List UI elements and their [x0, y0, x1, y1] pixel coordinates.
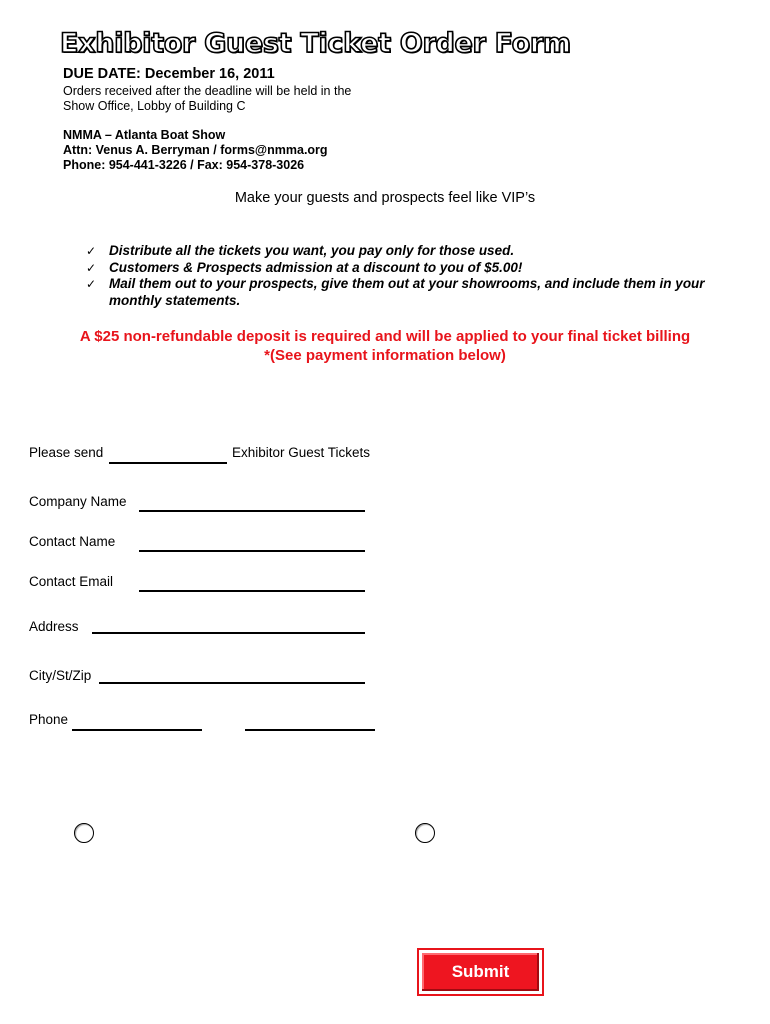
- check-icon: ✓: [86, 260, 97, 275]
- address-label: Address: [29, 619, 79, 634]
- deadline-note: [63, 84, 351, 114]
- city-st-zip-field[interactable]: [99, 682, 365, 684]
- benefit-item: [86, 260, 706, 277]
- contact-name-field[interactable]: [139, 550, 365, 552]
- payment-reference: *(See payment information below): [264, 347, 506, 364]
- phone-field[interactable]: [72, 729, 202, 731]
- city-st-zip-label: City/St/Zip: [29, 668, 92, 683]
- deposit-notice: [0, 327, 770, 365]
- fax-field[interactable]: [245, 729, 375, 731]
- check-icon: ✓: [86, 244, 97, 258]
- contact-email-field[interactable]: [139, 590, 365, 592]
- company-name-field[interactable]: [139, 510, 365, 512]
- benefit-list: [86, 243, 706, 309]
- address-field[interactable]: [92, 632, 365, 634]
- please-send-label: Please send: [29, 445, 104, 460]
- contact-email-label: Contact Email: [29, 574, 114, 589]
- phone-fax-line: Phone: 954-441-3226 / Fax: 954-378-3026: [63, 158, 305, 172]
- benefit-text: Mail them out to your prospects, give them out at your showrooms, and include them in your monthly statements.: [109, 276, 705, 308]
- benefit-text: Distribute all the tickets you want, you pay only for those used.: [109, 243, 515, 258]
- radio-button-right[interactable]: [415, 823, 435, 843]
- contact-block: [63, 128, 328, 173]
- due-date: DUE DATE: December 16, 2011: [63, 66, 275, 82]
- radio-button-left[interactable]: [74, 823, 94, 843]
- ticket-quantity-field[interactable]: [109, 462, 227, 464]
- phone-label: Phone: [29, 712, 69, 727]
- benefit-item: [86, 276, 706, 309]
- benefit-item: [86, 243, 706, 260]
- submit-label: Submit: [422, 953, 539, 991]
- deadline-note-line: Show Office, Lobby of Building C: [63, 99, 246, 113]
- tickets-suffix-label: Exhibitor Guest Tickets: [232, 445, 371, 460]
- submit-button[interactable]: [417, 948, 544, 996]
- deposit-line: A $25 non-refundable deposit is required and will be applied to your final ticket billing: [79, 328, 691, 345]
- tagline: Make your guests and prospects feel like VIP’s: [234, 190, 536, 206]
- form-title: Exhibitor Guest Ticket Order Form: [60, 28, 571, 59]
- check-icon: ✓: [86, 277, 97, 291]
- attention-line: Attn: Venus A. Berryman / forms@nmma.org: [63, 143, 328, 157]
- contact-name-label: Contact Name: [29, 534, 116, 549]
- deadline-note-line: Orders received after the deadline will be held in the: [63, 84, 352, 98]
- organizer-name: NMMA – Atlanta Boat Show: [63, 128, 226, 142]
- company-name-label: Company Name: [29, 494, 127, 509]
- benefit-text: Customers & Prospects admission at a discount to you of $5.00!: [109, 259, 523, 275]
